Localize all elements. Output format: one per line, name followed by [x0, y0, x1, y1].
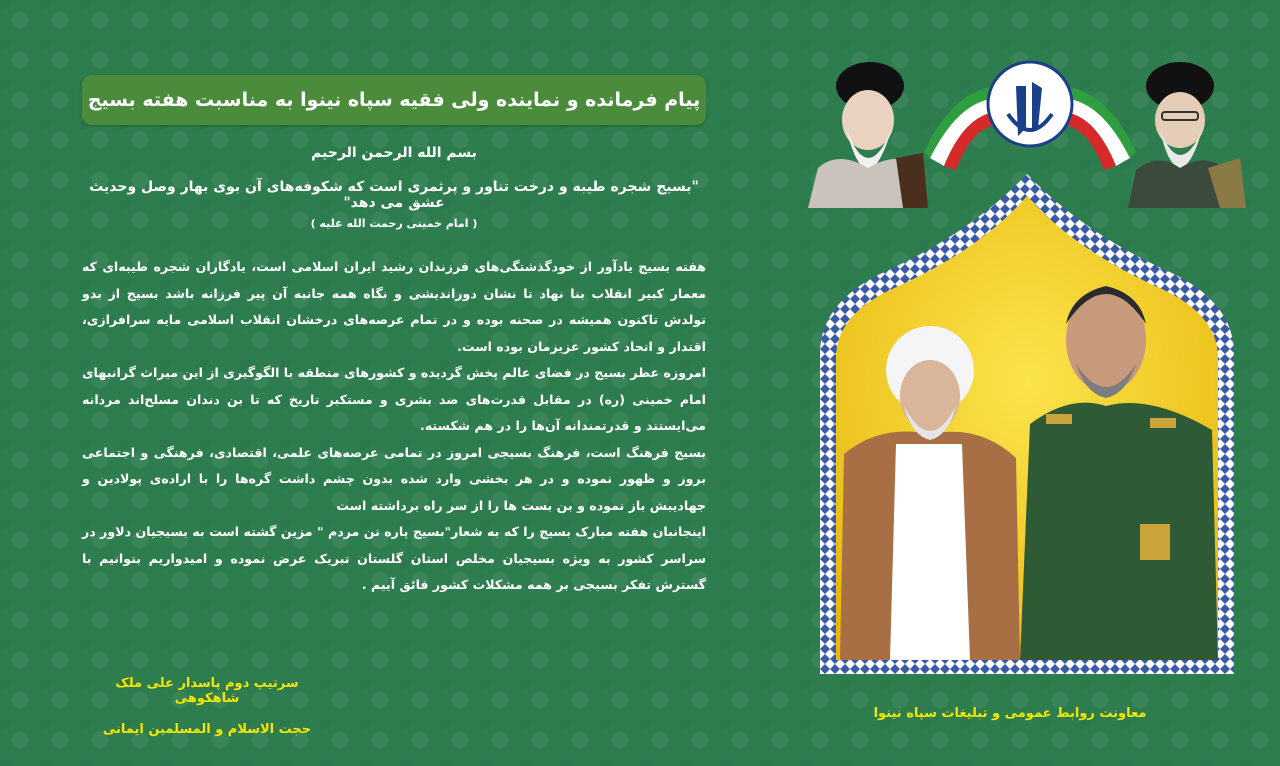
footer-credit: معاونت روابط عمومی و تبلیغات سپاه نینوا — [873, 706, 1147, 721]
quote-attribution: ( امام خمینی رحمت الله علیه ) — [310, 217, 478, 230]
page-title — [82, 75, 706, 125]
page-title-text: پیام فرمانده و نماینده ولی فقیه سپاه نینوا به مناسبت هفته بسیج — [87, 89, 701, 111]
irgc-emblem — [920, 58, 1140, 178]
portrait-frame — [820, 174, 1234, 674]
paragraph: بسیج فرهنگ است، فرهنگ بسیجی امروز در تمامی عرصه‌های علمی، اقتصادی، فرهنگی و اجتماعی بروز و ظهور نموده و در هر بخشی وارد شده بدون چشم داشت گره‌ها را با اراده‌ی پولادین و جهادیبش باز نموده و بن بست ها را از سر راه برداشته است — [82, 444, 706, 513]
basmala: بسم الله الرحمن الرحیم — [311, 145, 477, 161]
paragraph: امروزه عطر بسیج در فضای عالم پخش گردیده و کشورهای منطقه با الگوگیری از این میراث گرانبهای امام خمینی (ره) در مقابل قدرت‌های ضد بشری و مستکبر تاریخ که تا بن دندان مسلح‌اند مردانه می‌ایستند و قدرتمندانه آن‌ها را در هم شکسته. — [82, 365, 706, 433]
quote: "بسیج شجره طیبه و درخت تناور و پرثمری است که شکوفه‌های آن بوی بهار وصل وحدیث عشق می دهد" — [89, 179, 699, 211]
signature-representative: حجت الاسلام و المسلمین ایمانی — [102, 722, 312, 737]
signatures — [82, 676, 332, 753]
message-body — [82, 145, 706, 599]
paragraph: هفته بسیج یادآور از خودگذشتگی‌های فرزندان رشید ایران اسلامی است، یادگاران شجره طیبه‌ای که معمار کبیر انقلاب بنا نهاد تا نشان دوراندیشی و نگاه همه جانبه آن پیر فرزانه باشد بسیج از بدو تولدش تاکنون همیشه در صحنه بوده و در تمام عرصه‌های درخشان انقلاب اسلامی مایه سرافرازی، اقتدار و اتحاد کشور عزیزمان بوده است. — [82, 259, 706, 354]
signature-commander: سرتیپ دوم پاسدار علی ملک شاهکوهی — [115, 676, 299, 706]
paragraph: اینجانبان هفته مبارک بسیج را که به شعار"بسیج پاره تن مردم " مزین گشته است به بسیجیان دلاور در سراسر کشور به ویژه بسیجیان مخلص استان گلستان تبریک عرض نموده و امیدواریم بتوانیم با گسترش تفکر بسیجی بر همه مشکلات کشور فائق آییم . — [82, 524, 706, 592]
